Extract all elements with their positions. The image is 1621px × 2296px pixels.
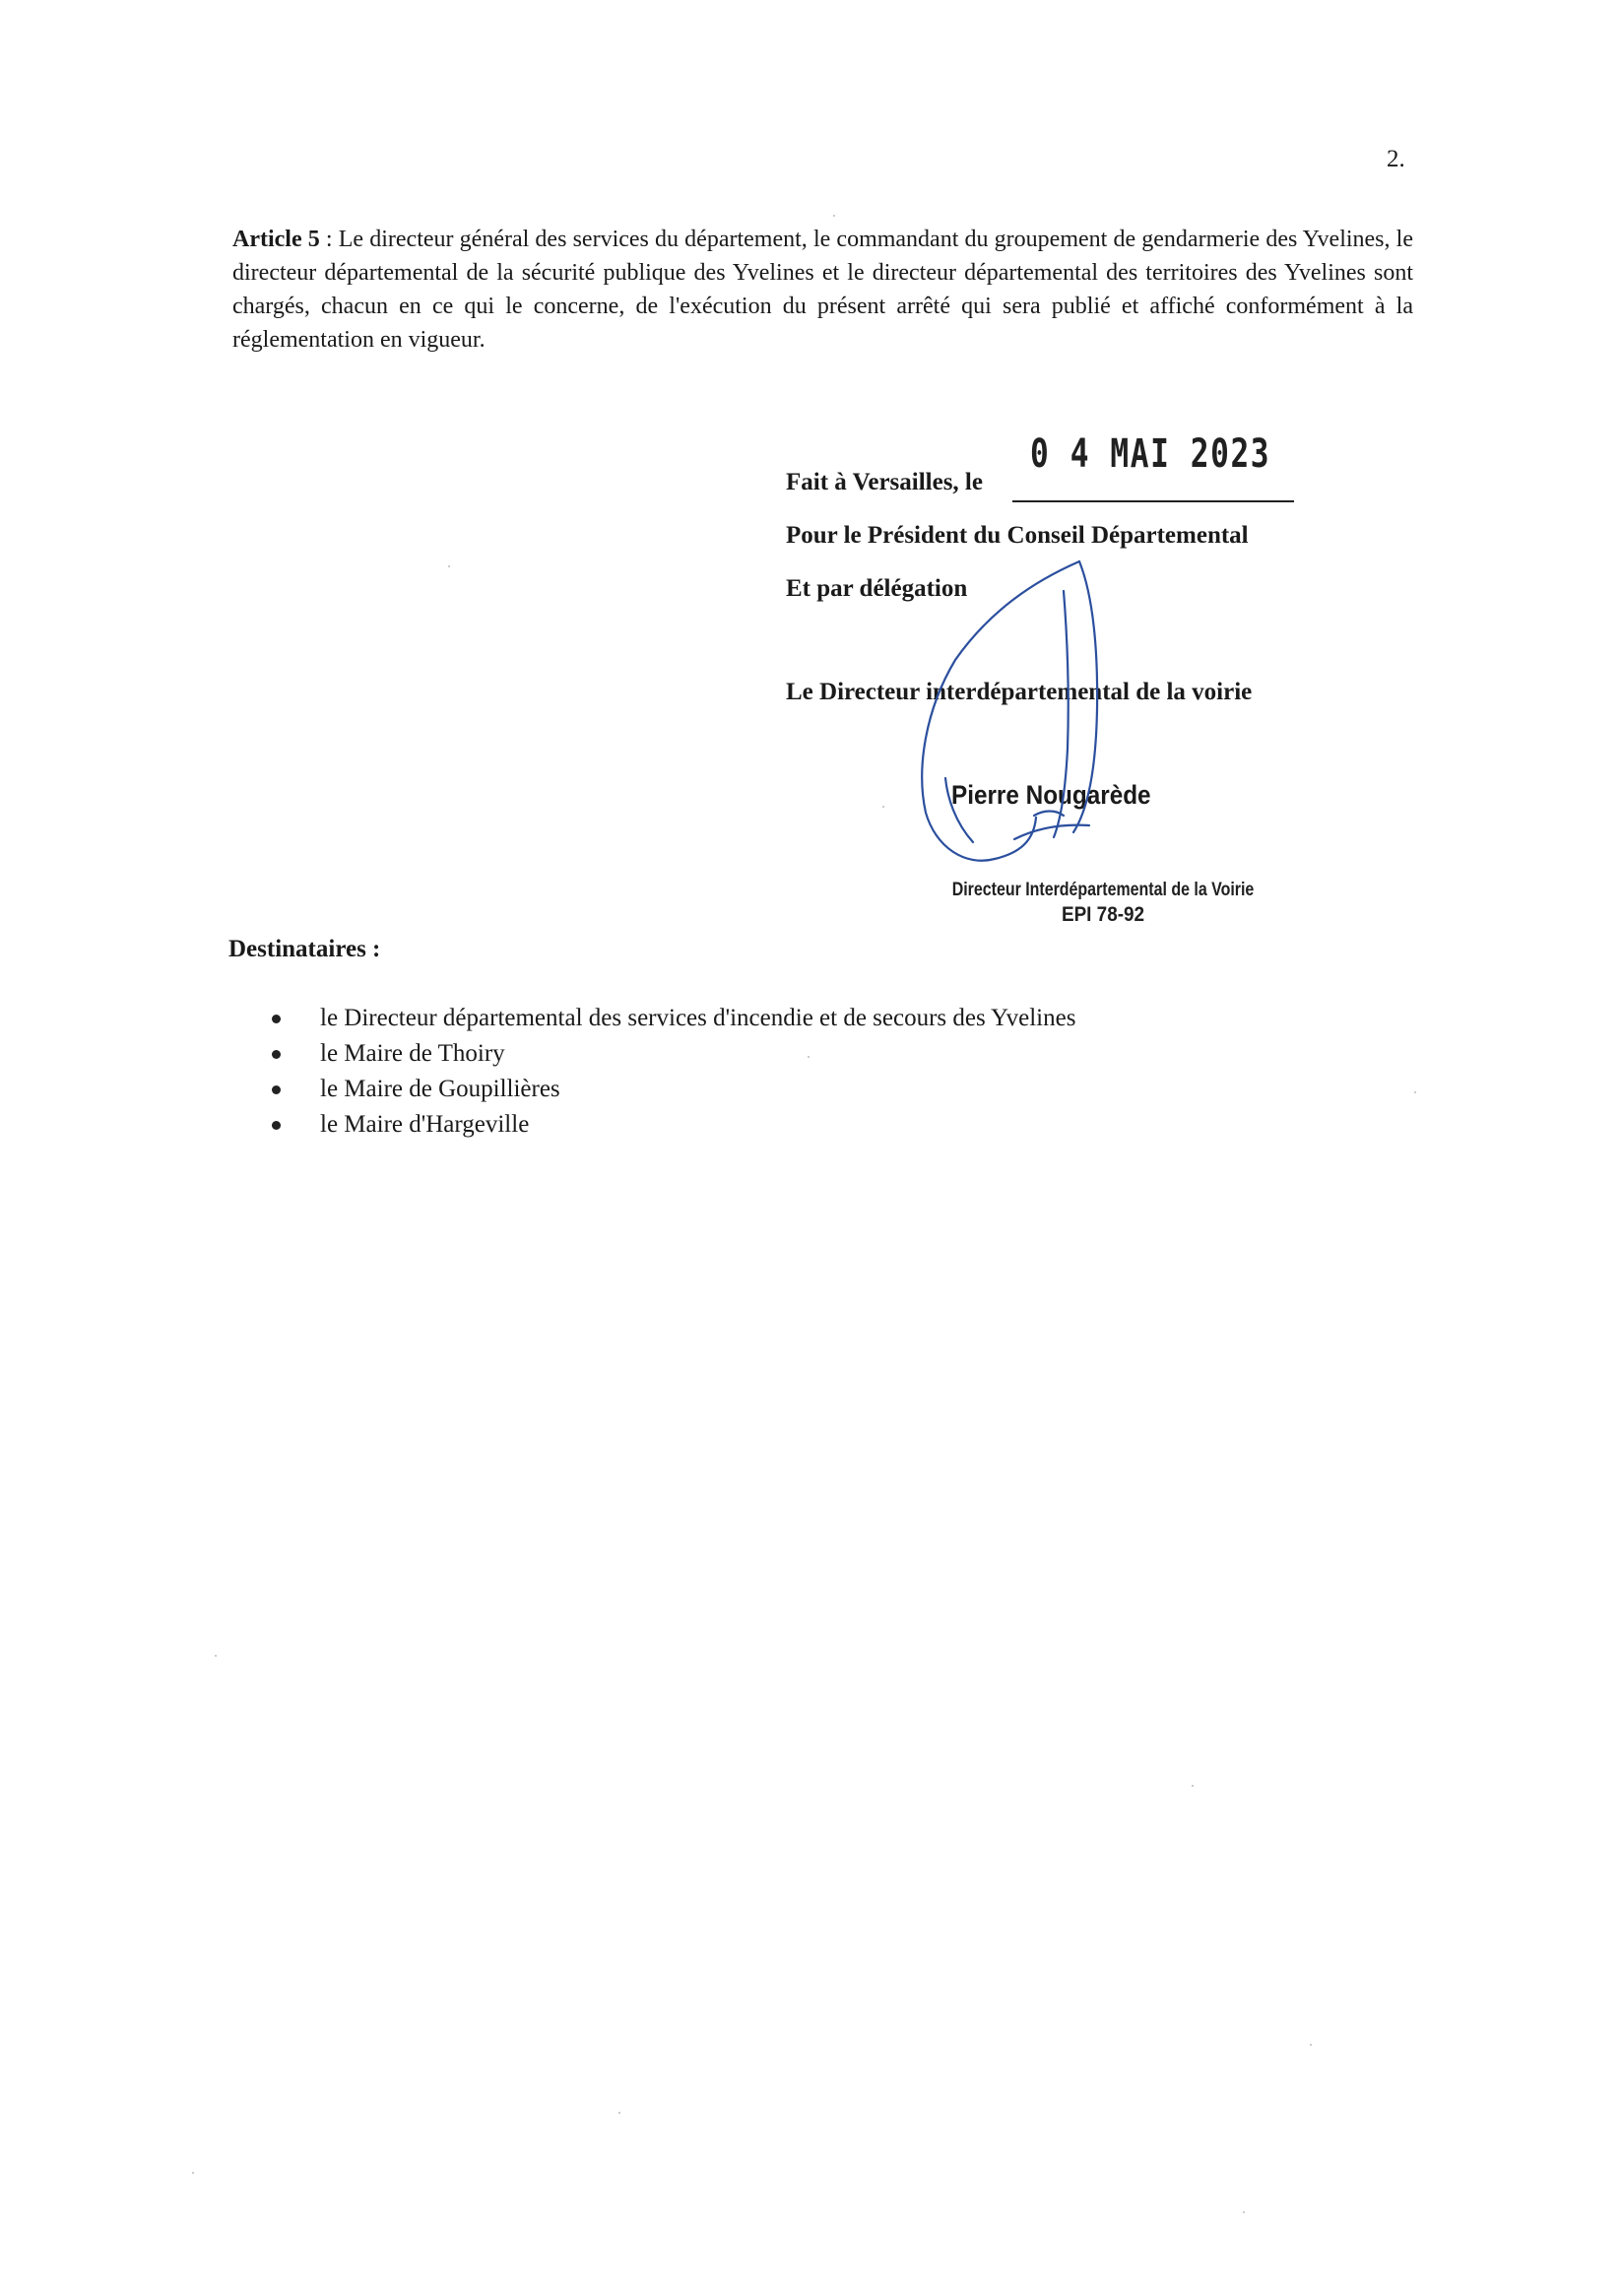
bullet-icon bbox=[272, 1121, 281, 1130]
stamp-director-line: Directeur Interdépartemental de la Voirie bbox=[951, 880, 1255, 900]
scan-speck bbox=[833, 215, 835, 217]
scan-speck bbox=[192, 2172, 194, 2174]
scan-speck bbox=[1243, 2211, 1245, 2213]
stamp-service-code: EPI 78-92 bbox=[1061, 903, 1145, 926]
recipients-heading: Destinataires : bbox=[228, 936, 381, 962]
recipients-list bbox=[266, 1001, 1075, 1143]
recipient-text: le Maire de Goupillières bbox=[320, 1076, 560, 1102]
article-5-paragraph bbox=[232, 223, 1413, 357]
article-text: Le directeur général des services du département, le commandant du groupement de gendarmerie des Yvelines, le directeur départemental de la sécurité publique des Yvelines et le directeur départemental des territoires des Yvelines sont chargés, chacun en ce qui le concerne, de l'exécution du présent arrêté qui sera publié et affiché conformément à la réglementation en vigueur. bbox=[232, 227, 1413, 353]
made-at-line: Fait à Versailles, le bbox=[786, 469, 983, 495]
list-item bbox=[266, 1036, 1075, 1072]
article-separator: : bbox=[319, 227, 339, 252]
list-item bbox=[266, 1001, 1075, 1036]
scan-speck bbox=[882, 806, 884, 808]
date-underline bbox=[1012, 500, 1294, 502]
handwritten-signature bbox=[886, 552, 1142, 886]
scan-speck bbox=[1310, 2044, 1312, 2046]
bullet-icon bbox=[272, 1050, 281, 1059]
director-title: Le Directeur interdépartemental de la voirie bbox=[786, 679, 1253, 705]
recipient-text: le Maire d'Hargeville bbox=[320, 1111, 530, 1138]
delegation-line: Et par délégation bbox=[786, 575, 968, 602]
signer-name: Pierre Nougarède bbox=[951, 780, 1151, 810]
scan-speck bbox=[808, 1056, 810, 1058]
scan-speck bbox=[448, 565, 450, 567]
scan-speck bbox=[1192, 1785, 1194, 1787]
recipient-text: le Maire de Thoiry bbox=[320, 1040, 505, 1067]
page-number: 2. bbox=[1387, 146, 1405, 172]
on-behalf-line: Pour le Président du Conseil Départemental bbox=[786, 522, 1249, 549]
list-item bbox=[266, 1072, 1075, 1107]
recipient-text: le Directeur départemental des services d'incendie et de secours des Yvelines bbox=[320, 1005, 1076, 1031]
list-item bbox=[266, 1107, 1075, 1143]
scan-speck bbox=[215, 1655, 217, 1657]
scan-speck bbox=[1414, 1091, 1416, 1093]
bullet-icon bbox=[272, 1085, 281, 1094]
article-label: Article 5 bbox=[232, 227, 320, 252]
bullet-icon bbox=[272, 1015, 281, 1023]
date-stamp: 0 4 MAI 2023 bbox=[1030, 431, 1271, 477]
scan-speck bbox=[618, 2112, 620, 2114]
